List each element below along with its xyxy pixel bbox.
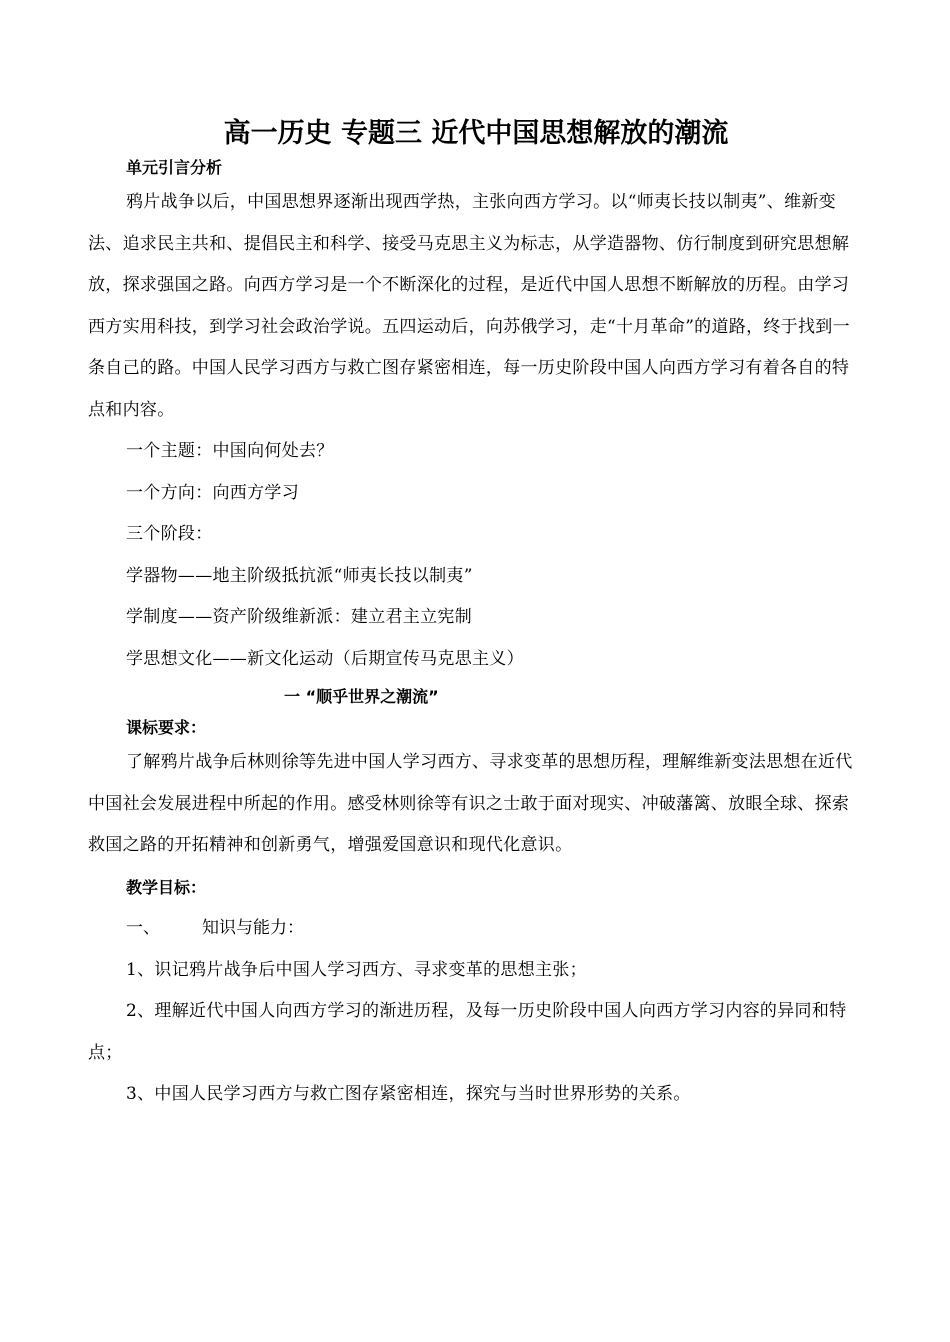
stage-item-artifacts: 学器物——地主阶级抵抗派“师夷长技以制夷”	[126, 565, 473, 586]
stage-item-culture: 学思想文化——新文化运动（后期宣传马克思主义）	[126, 648, 524, 669]
teaching-objectives-heading: 教学目标：	[126, 877, 207, 897]
objective-subheading-number: 一、	[126, 918, 160, 938]
direction-line: 一个方向：向西方学习	[126, 482, 299, 503]
objective-item: 2、理解近代中国人向西方学习的渐进历程，及每一历史阶段中国人向西方学习内容的异同和特点；	[88, 1001, 847, 1063]
stage-item-institutions: 学制度——资产阶级维新派：建立君主立宪制	[126, 607, 472, 627]
lesson-heading: 一 “顺乎世界之潮流”	[284, 687, 439, 706]
theme-line: 一个主题：中国向何处去？	[126, 441, 334, 461]
unit-intro-paragraph: 鸦片战争以后，中国思想界逐渐出现西学热，主张向西方学习。以“师夷长技以制夷”、维新变法、追求民主共和、提倡民主和科学、接受马克思主义为标志，从学造器物、仿行制度到研究思想解放，探求强国之路。向西方学习是一个不断深化的过程，是近代中国人思想不断解放的历程。由学习西方实用科技，到学习社会政治学说。五四运动后，向苏俄学习，走“十月革命”的道路，终于找到一条自己的路。中国人民学习西方与救亡图存紧密相连，每一历史阶段中国人向西方学习有着各自的特点和内容。	[88, 192, 850, 420]
objective-item: 1、识记鸦片战争后中国人学习西方、寻求变革的思想主张；	[126, 959, 587, 980]
document-page	[88, 114, 864, 1116]
stages-line: 三个阶段：	[126, 524, 213, 544]
document-title: 高一历史 专题三 近代中国思想解放的潮流	[223, 118, 729, 149]
unit-intro-heading: 单元引言分析	[126, 158, 223, 177]
objective-subheading	[126, 908, 864, 950]
curriculum-standard-heading: 课标要求：	[126, 718, 207, 737]
curriculum-standard-paragraph: 了解鸦片战争后林则徐等先进中国人学习西方、寻求变革的思想历程，理解维新变法思想在近代中国社会发展进程中所起的作用。感受林则徐等有识之士敢于面对现实、冲破藩篱、放眼全球、探索救国之路的开拓精神和创新勇气，增强爱国意识和现代化意识。	[88, 752, 853, 855]
objective-item: 3、中国人民学习西方与救亡图存紧密相连，探究与当时世界形势的关系。	[126, 1084, 691, 1104]
objective-subheading-label: 知识与能力：	[202, 918, 304, 938]
